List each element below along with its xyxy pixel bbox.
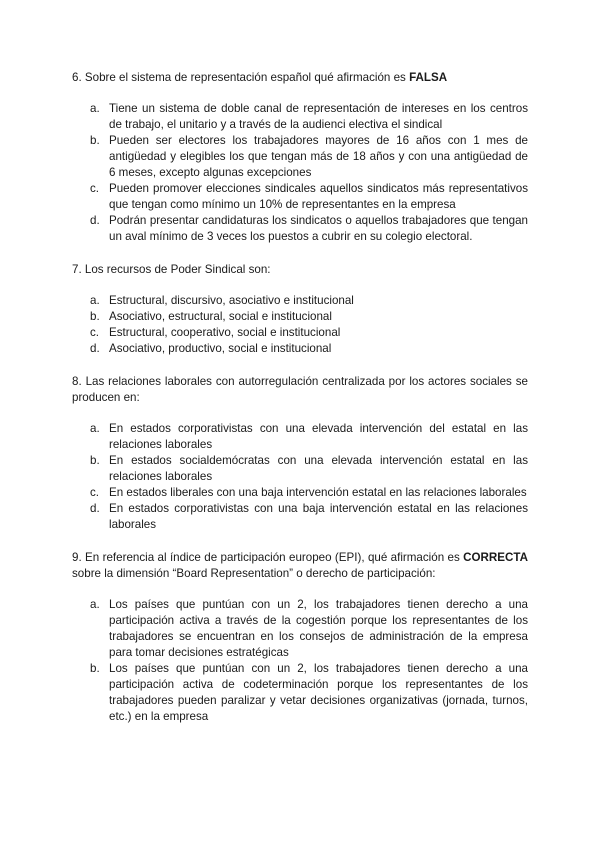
option-9a: a. Los países que puntúan con un 2, los trabajadores tienen derecho a una participación activa a través de la cogestión porque los representantes de los trabajadores se encuentran en los consejos de administración de la empresa para tomar decisiones estratégicas bbox=[90, 598, 528, 659]
option-6c: c. Pueden promover elecciones sindicales aquellos sindicatos más representativos que tengan como mínimo un 10% de representantes en la empresa bbox=[90, 182, 528, 211]
option-7c: c. Estructural, cooperativo, social e institucional bbox=[90, 326, 341, 339]
option-8c: c. En estados liberales con una baja intervención estatal en las relaciones laborales bbox=[90, 486, 527, 499]
question-6 bbox=[72, 70, 528, 86]
question-8-options bbox=[72, 421, 528, 533]
question-8-text: 8. Las relaciones laborales con autorregulación centralizada por los actores sociales se producen en: bbox=[72, 375, 528, 404]
option-8b: b. En estados socialdemócratas con una elevada intervención estatal en las relaciones laborales bbox=[90, 454, 528, 483]
question-7-text: 7. Los recursos de Poder Sindical son: bbox=[72, 263, 271, 276]
option-6d: d. Podrán presentar candidaturas los sindicatos o aquellos trabajadores que tengan un aval mínimo de 3 veces los puestos a cubrir en su colegio electoral. bbox=[90, 214, 528, 243]
question-7-options bbox=[72, 293, 528, 357]
question-8 bbox=[72, 374, 528, 406]
document-page bbox=[72, 70, 528, 742]
option-7d: d. Asociativo, productivo, social e institucional bbox=[90, 342, 332, 355]
question-6-emphasis: FALSA bbox=[409, 71, 448, 84]
question-7 bbox=[72, 262, 528, 278]
question-9-text: 9. En referencia al índice de participación europeo (EPI), qué afirmación es bbox=[72, 551, 464, 564]
option-6a: a. Tiene un sistema de doble canal de representación de intereses en los centros de trabajo, el unitario y a través de la audienci electiva el sindical bbox=[90, 102, 528, 131]
option-9b: b. Los países que puntúan con un 2, los trabajadores tienen derecho a una participación activa de codeterminación porque los representantes de los trabajadores pueden paralizar y vetar decisiones organizativas (jornada, turnos, etc.) en la empresa bbox=[90, 662, 528, 723]
question-9-options bbox=[72, 597, 528, 725]
question-9-text-end: sobre la dimensión “Board Representation” o derecho de participación: bbox=[72, 567, 436, 580]
question-6-options bbox=[72, 101, 528, 245]
option-6b: b. Pueden ser electores los trabajadores mayores de 16 años con 1 mes de antigüedad y elegibles los que tengan más de 18 años y con una antigüedad de 6 meses, excepto algunas excepciones bbox=[90, 134, 528, 179]
option-7b: b. Asociativo, estructural, social e institucional bbox=[90, 310, 332, 323]
option-8d: d. En estados corporativistas con una baja intervención estatal en las relaciones laborales bbox=[90, 502, 528, 531]
question-9-emphasis: CORRECTA bbox=[463, 551, 528, 564]
question-6-text: 6. Sobre el sistema de representación español qué afirmación es bbox=[72, 71, 410, 84]
option-7a: a. Estructural, discursivo, asociativo e institucional bbox=[90, 294, 354, 307]
question-9 bbox=[72, 550, 528, 582]
option-8a: a. En estados corporativistas con una elevada intervención del estatal en las relaciones laborales bbox=[90, 422, 528, 451]
